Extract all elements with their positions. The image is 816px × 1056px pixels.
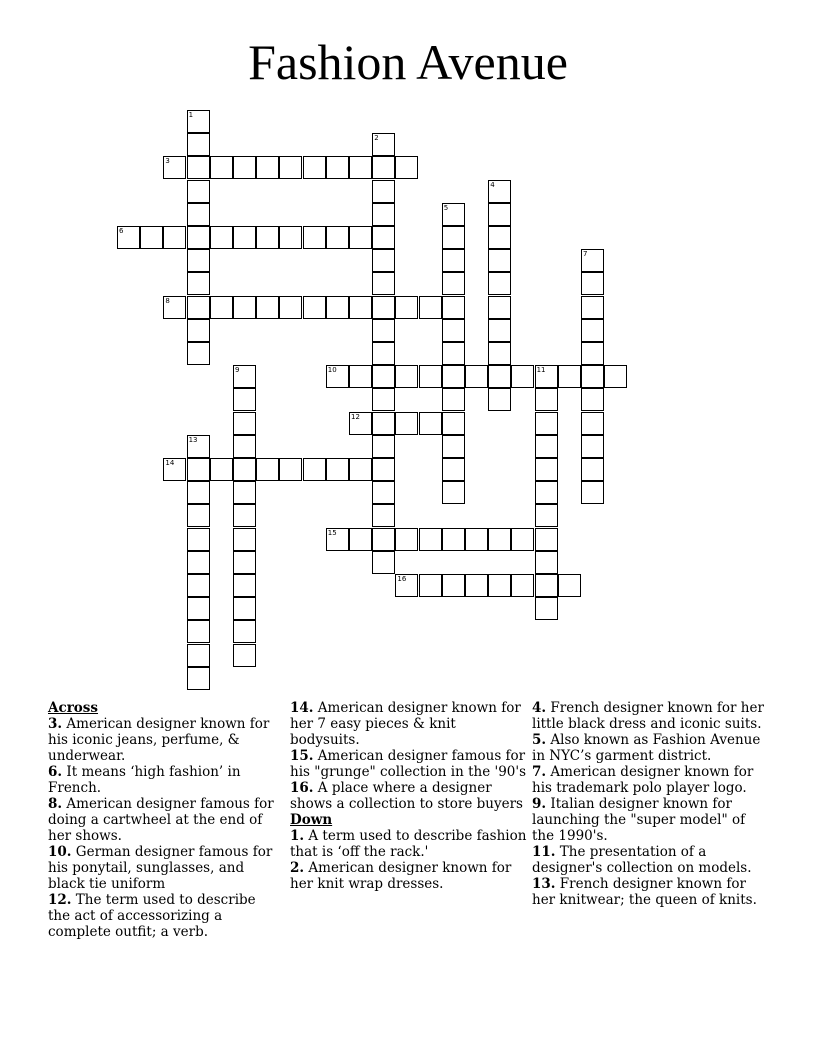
grid-cell[interactable] [535,504,558,527]
grid-cell[interactable] [442,226,465,249]
grid-cell[interactable] [187,481,210,504]
grid-cell[interactable] [326,226,349,249]
grid-cell[interactable] [233,365,256,388]
down-clue-1: 1. A term used to describe fashion that is ‘off the rack.' [290,828,527,860]
grid-cell[interactable] [163,458,186,481]
clue-column-1 [48,700,280,940]
grid-cell[interactable] [395,412,418,435]
grid-cell[interactable] [233,388,256,411]
grid-cell[interactable] [187,342,210,365]
grid-cell[interactable] [465,574,488,597]
grid-cell[interactable] [535,574,558,597]
down-clue-7: 7. American designer known for his trademark polo player logo. [532,764,754,796]
grid-cell[interactable] [187,180,210,203]
grid-cell[interactable] [395,365,418,388]
grid-cell[interactable] [372,504,395,527]
grid-cell[interactable] [279,296,302,319]
grid-cell[interactable] [326,528,349,551]
clue-number: 16 [397,575,407,583]
grid-cell[interactable] [442,249,465,272]
grid-cell[interactable] [442,342,465,365]
grid-cell[interactable] [511,528,534,551]
grid-cell[interactable] [372,203,395,226]
grid-cell[interactable] [256,296,279,319]
grid-cell[interactable] [303,296,326,319]
grid-cell[interactable] [187,319,210,342]
grid-cell[interactable] [395,296,418,319]
grid-cell[interactable] [535,597,558,620]
grid-cell[interactable] [442,481,465,504]
grid-cell[interactable] [535,388,558,411]
grid-cell[interactable] [187,435,210,458]
down-heading: Down [290,812,333,828]
clue-number: 2 [374,134,379,143]
grid-cell[interactable] [442,435,465,458]
down-clue-9: 9. Italian designer known for launching the "super model" of the 1990's. [532,796,746,844]
grid-cell[interactable] [488,365,511,388]
grid-cell[interactable] [187,551,210,574]
clue-number: 8 [165,296,170,305]
grid-cell[interactable] [210,296,233,319]
grid-cell[interactable] [419,296,442,319]
grid-cell[interactable] [488,226,511,249]
grid-cell[interactable] [372,365,395,388]
clue-number: 10 [327,366,337,375]
grid-cell[interactable] [187,272,210,295]
grid-cell[interactable] [442,296,465,319]
grid-cell[interactable] [558,574,581,597]
grid-cell[interactable] [372,133,395,156]
across-clue-15: 15. American designer famous for his "grunge" collection in the '90's [290,748,527,780]
grid-cell[interactable] [256,226,279,249]
grid-cell[interactable] [233,574,256,597]
grid-cell[interactable] [349,296,372,319]
grid-cell[interactable] [163,296,186,319]
grid-cell[interactable] [535,481,558,504]
grid-cell[interactable] [372,388,395,411]
grid-cell[interactable] [326,296,349,319]
grid-cell[interactable] [488,272,511,295]
grid-cell[interactable] [465,365,488,388]
puzzle-title: Fashion Avenue [248,34,568,90]
grid-cell[interactable] [187,133,210,156]
grid-cell[interactable] [488,319,511,342]
grid-cell[interactable] [372,412,395,435]
clue-number: 14 [165,459,175,467]
grid-cell[interactable] [233,412,256,435]
grid-cell[interactable] [395,574,418,597]
grid-cell[interactable] [581,296,604,319]
grid-cell[interactable] [187,296,210,319]
grid-cell[interactable] [279,156,302,179]
grid-cell[interactable] [233,620,256,643]
grid-cell[interactable] [187,226,210,249]
grid-cell[interactable] [140,226,163,249]
grid-cell[interactable] [187,110,210,133]
grid-cell[interactable] [419,528,442,551]
grid-cell[interactable] [581,249,604,272]
down-clue-13: 13. French designer known for her knitwear; the queen of knits. [532,876,757,908]
grid-cell[interactable] [349,156,372,179]
grid-cell[interactable] [349,226,372,249]
grid-cell[interactable] [303,226,326,249]
grid-cell[interactable] [465,528,488,551]
grid-cell[interactable] [488,528,511,551]
grid-cell[interactable] [210,226,233,249]
grid-cell[interactable] [372,156,395,179]
grid-cell[interactable] [187,667,210,690]
grid-cell[interactable] [511,574,534,597]
grid-cell[interactable] [326,156,349,179]
grid-cell[interactable] [233,296,256,319]
grid-cell[interactable] [279,458,302,481]
grid-cell[interactable] [395,156,418,179]
grid-cell[interactable] [372,435,395,458]
grid-cell[interactable] [187,203,210,226]
clue-number: 6 [119,227,124,235]
grid-cell[interactable] [535,365,558,388]
grid-cell[interactable] [187,156,210,179]
grid-cell[interactable] [187,644,210,667]
across-clue-6: 6. It means ‘high fashion’ in French. [48,764,241,796]
grid-cell[interactable] [581,272,604,295]
clue-number: 13 [188,435,198,444]
grid-cell[interactable] [349,365,372,388]
grid-cell[interactable] [372,481,395,504]
across-clue-3: 3. American designer known for his iconic jeans, perfume, & underwear. [48,716,270,764]
grid-cell[interactable] [187,597,210,620]
grid-cell[interactable] [535,528,558,551]
grid-cell[interactable] [419,574,442,597]
grid-cell[interactable] [581,412,604,435]
grid-cell[interactable] [326,365,349,388]
grid-cell[interactable] [279,226,302,249]
grid-cell[interactable] [372,180,395,203]
grid-cell[interactable] [488,574,511,597]
grid-cell[interactable] [326,458,349,481]
grid-cell[interactable] [233,435,256,458]
grid-cell[interactable] [117,226,140,249]
grid-cell[interactable] [488,342,511,365]
down-clue-4: 4. French designer known for her little black dress and iconic suits. [532,700,764,732]
down-clue-11: 11. The presentation of a designer's collection on models. [532,844,752,876]
across-clue-16: 16. A place where a designer shows a collection to store buyers [290,780,523,812]
clue-column-3 [532,700,768,908]
grid-cell[interactable] [535,458,558,481]
grid-cell[interactable] [442,272,465,295]
grid-cell[interactable] [558,365,581,388]
grid-cell[interactable] [581,481,604,504]
clue-number: 15 [327,528,337,537]
grid-cell[interactable] [233,226,256,249]
grid-cell[interactable] [372,226,395,249]
grid-cell[interactable] [372,319,395,342]
across-heading: Across [48,700,99,716]
clue-number: 12 [351,412,360,421]
grid-cell[interactable] [372,342,395,365]
grid-cell[interactable] [372,551,395,574]
grid-cell[interactable] [233,504,256,527]
clue-number: 1 [188,111,194,119]
grid-cell[interactable] [187,458,210,481]
across-clue-8: 8. American designer famous for doing a cartwheel at the end of her shows. [48,796,274,844]
grid-cell[interactable] [349,412,372,435]
grid-cell[interactable] [187,249,210,272]
grid-cell[interactable] [233,481,256,504]
grid-cell[interactable] [372,249,395,272]
grid-cell[interactable] [442,388,465,411]
grid-cell[interactable] [303,458,326,481]
grid-cell[interactable] [535,551,558,574]
clue-column-2 [290,700,528,892]
grid-cell[interactable] [581,365,604,388]
grid-cell[interactable] [442,319,465,342]
grid-cell[interactable] [604,365,627,388]
across-clue-12: 12. The term used to describe the act of accessorizing a complete outfit; a verb. [48,892,256,940]
grid-cell[interactable] [442,528,465,551]
grid-cell[interactable] [349,458,372,481]
clue-number: 7 [583,250,588,259]
grid-cell[interactable] [233,551,256,574]
grid-cell[interactable] [256,458,279,481]
grid-cell[interactable] [511,365,534,388]
grid-cell[interactable] [442,365,465,388]
grid-cell[interactable] [488,180,511,203]
grid-cell[interactable] [163,226,186,249]
clue-number: 5 [443,203,449,212]
grid-cell[interactable] [581,319,604,342]
grid-cell[interactable] [187,574,210,597]
grid-cell[interactable] [535,435,558,458]
grid-cell[interactable] [581,458,604,481]
grid-cell[interactable] [419,365,442,388]
grid-cell[interactable] [442,203,465,226]
grid-cell[interactable] [233,597,256,620]
grid-cell[interactable] [163,156,186,179]
grid-cell[interactable] [210,458,233,481]
down-clue-2: 2. American designer known for her knit wrap dresses. [290,860,512,892]
grid-cell[interactable] [581,435,604,458]
clue-number: 4 [490,180,495,189]
grid-cell[interactable] [419,412,442,435]
down-clue-5: 5. Also known as Fashion Avenue in NYC’s garment district. [532,732,761,764]
grid-cell[interactable] [256,156,279,179]
across-clue-14: 14. American designer known for her 7 easy pieces & knit bodysuits. [290,700,521,748]
grid-cell[interactable] [581,388,604,411]
grid-cell[interactable] [372,458,395,481]
grid-cell[interactable] [233,458,256,481]
grid-cell[interactable] [488,249,511,272]
grid-cell[interactable] [372,296,395,319]
grid-cell[interactable] [372,272,395,295]
grid-cell[interactable] [581,342,604,365]
grid-cell[interactable] [442,458,465,481]
grid-cell[interactable] [187,528,210,551]
grid-cell[interactable] [488,388,511,411]
grid-cell[interactable] [303,156,326,179]
grid-cell[interactable] [442,412,465,435]
grid-cell[interactable] [233,644,256,667]
grid-cell[interactable] [233,156,256,179]
grid-cell[interactable] [488,296,511,319]
grid-cell[interactable] [372,528,395,551]
across-clue-10: 10. German designer famous for his ponytail, sunglasses, and black tie uniform [48,844,273,892]
clue-number: 3 [165,157,170,166]
clue-number: 9 [235,366,240,375]
grid-cell[interactable] [488,203,511,226]
grid-cell[interactable] [535,412,558,435]
grid-cell[interactable] [187,504,210,527]
clue-number: 11 [536,366,546,375]
grid-cell[interactable] [210,156,233,179]
grid-cell[interactable] [395,528,418,551]
grid-cell[interactable] [349,528,372,551]
grid-cell[interactable] [233,528,256,551]
grid-cell[interactable] [442,574,465,597]
grid-cell[interactable] [187,620,210,643]
